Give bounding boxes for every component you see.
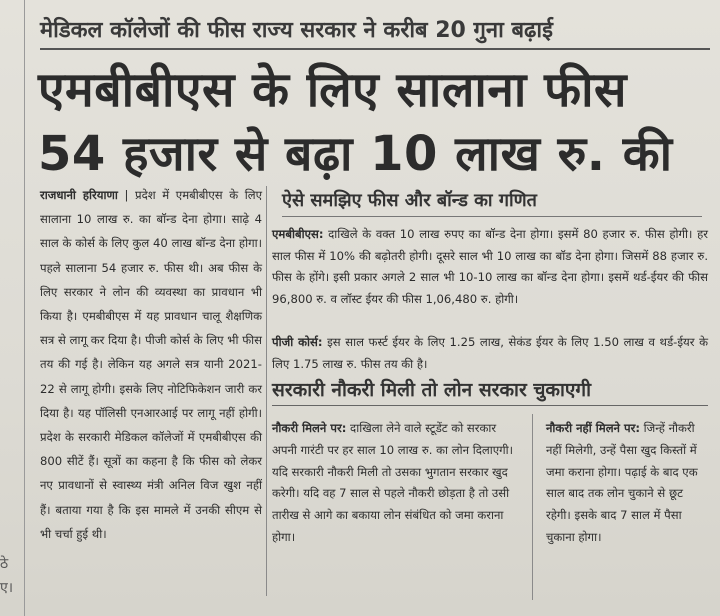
article-body	[40, 183, 262, 603]
loan-no-job-column	[546, 418, 710, 549]
column-rule	[24, 0, 25, 616]
main-headline-line-1: एमबीबीएस के लिए सालाना फीस	[38, 62, 627, 118]
loan-heading: सरकारी नौकरी मिली तो लोन सरकार चुकाएगी	[272, 376, 708, 406]
no-job-label: नौकरी नहीं मिलने पर:	[546, 421, 640, 435]
dateline: राजधानी हरियाणा	[40, 188, 118, 202]
mbbs-paragraph	[272, 224, 708, 310]
job-text: दाखिला लेने वाले स्टूडेंट को सरकार अपनी गारंटी पर हर साल 10 लाख रु. का लोन दिलाएगी। यदि सरकारी नौकरी मिली तो उसका भुगतान सरकार खुद करेगी। यदि वह 7 साल से पहले नौकरी छोड़ता है तो उसी तारीख से आगे का बकाया लोन संबंधित को जमा कराना होगा।	[272, 421, 514, 544]
column-divider	[266, 186, 267, 596]
explainer-title: ऐसे समझिए फीस और बॉन्ड का गणित	[282, 188, 702, 217]
pg-paragraph	[272, 332, 708, 375]
mbbs-label: एमबीबीएस:	[272, 227, 324, 241]
main-headline-line-2: 54 हजार से बढ़ा 10 लाख रु. की	[38, 126, 673, 182]
cropped-text-fragment: ठे	[0, 556, 9, 572]
article-body-text: | प्रदेश में एमबीबीएस के लिए सालाना 10 लाख रु. का बॉन्ड देना होगा। साढ़े 4 साल के कोर्स के लिए कुल 40 लाख बॉन्ड देना होगा। पहले सालाना 54 हजार रु. फीस थी। अब फीस के लिए सरकार ने लोन की व्यवस्था का प्रावधान भी किया है। एमबीबीएस में यह प्रावधान चालू शैक्षणिक सत्र से लागू कर दिया है। पीजी कोर्स के लिए भी फीस तय की गई है। लेकिन यह अगले सत्र यानी 2021-22 से लागू होगी। इसके लिए नोटिफिकेशन जारी कर दिया है। यह पॉलिसी एनआरआई पर लागू नहीं होगी। प्रदेश के सरकारी मेडिकल कॉलेजों में एमबीबीएस की 800 सीटें हैं। सूत्रों का कहना है कि फीस को लेकर नए प्रावधानों से स्वास्थ्य मंत्री अनिल विज खुश नहीं हैं। बताया गया है कि इस मामले में उनकी सीएम से भी चर्चा हुई थी।	[40, 188, 263, 541]
job-label: नौकरी मिलने पर:	[272, 421, 347, 435]
no-job-text: जिन्हें नौकरी नहीं मिलेगी, उन्हें पैसा खुद किस्तों में जमा कराना होगा। पढ़ाई के बाद एक साल बाद तक लोन चुकाने से छूट रहेगी। इसके बाद 7 साल में पैसा चुकाना होगा।	[546, 421, 698, 544]
mbbs-text: दाखिले के वक्त 10 लाख रुपए का बॉन्ड देना होगा। इसमें 80 हजार रु. फीस होगी। हर साल फीस में 10% की बढ़ोतरी होगी। दूसरे साल भी 10 लाख का बॉड देना होगा। जिसमें 88 हजार रु. फीस के होंगे। इसी प्रकार अगले 2 साल भी 10-10 लाख का बॉन्ड देना होगा। इसमें थर्ड-ईयर की फीस 96,800 रु. व लॉस्ट ईयर की फीस 1,06,480 रु. होगी।	[272, 227, 708, 306]
column-divider	[532, 414, 533, 600]
pg-text: इस साल फर्स्ट ईयर के लिए 1.25 लाख, सेकंड ईयर के लिए 1.50 लाख व थर्ड-ईयर के लिए 1.75 लाख रु. फीस तय की है।	[272, 335, 708, 371]
kicker-headline: मेडिकल कॉलेजों की फीस राज्य सरकार ने करीब 20 गुना बढ़ाई	[40, 14, 710, 50]
cropped-text-fragment: ए।	[0, 580, 14, 596]
pg-label: पीजी कोर्स:	[272, 335, 323, 349]
loan-job-column	[272, 418, 522, 549]
